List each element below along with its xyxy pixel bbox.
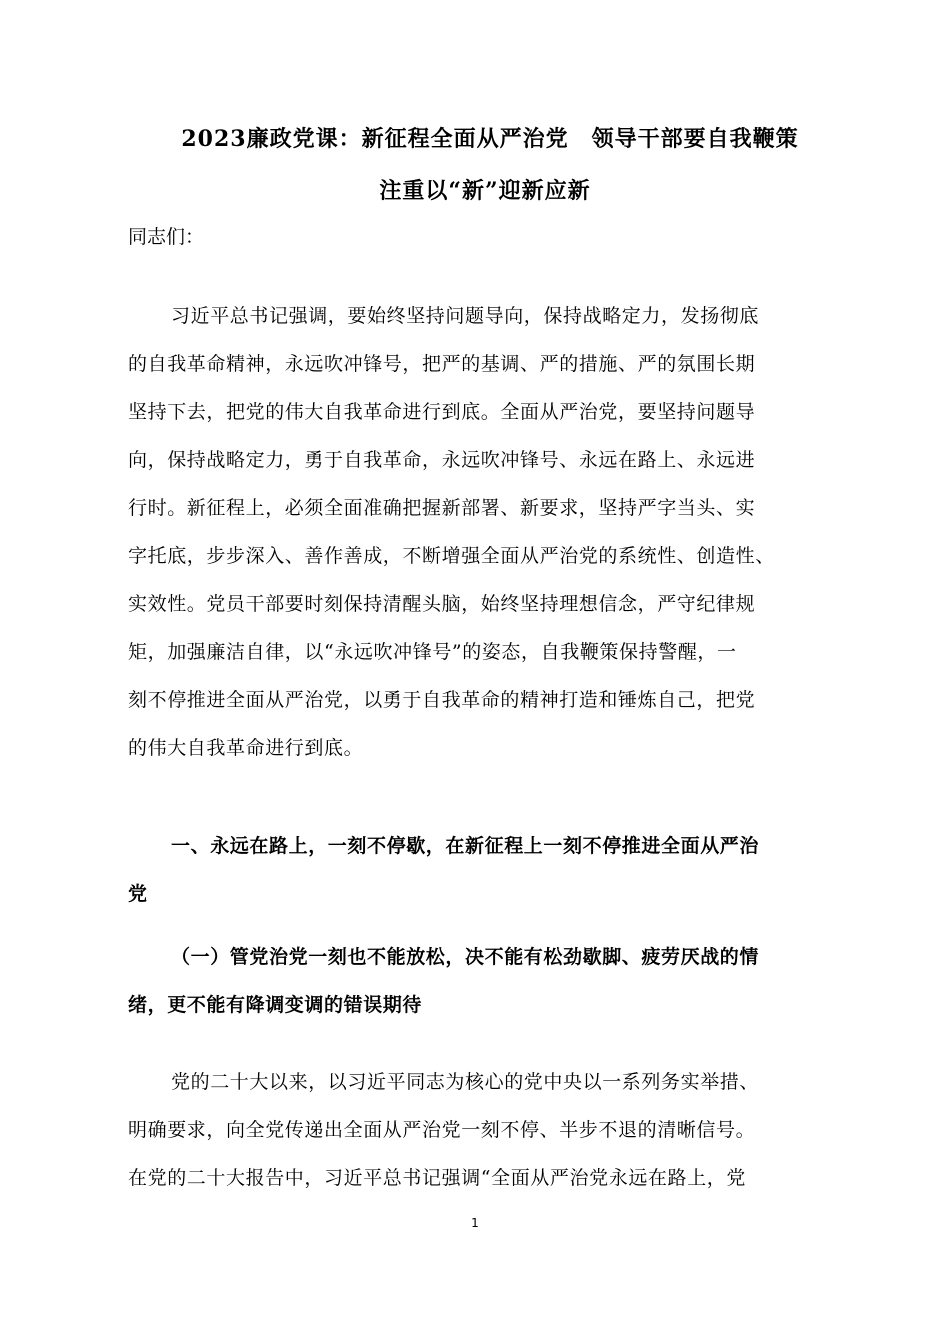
section-heading-1 — [128, 822, 848, 918]
paragraph-line: 向，保持战略定力，勇于自我革命，永远吹冲锋号、永远在路上、永远进 — [128, 449, 756, 471]
paragraph-1 — [128, 292, 848, 772]
document-title-line-2: 注重以“新”迎新应新 — [379, 178, 591, 204]
heading-line: 绪，更不能有降调变调的错误期待 — [128, 994, 423, 1016]
paragraph-line: 习近平总书记强调，要始终坚持问题导向，保持战略定力，发扬彻底 — [171, 305, 760, 327]
heading-line: （一）管党治党一刻也不能放松，决不能有松劲歇脚、疲劳厌战的情 — [171, 946, 760, 968]
paragraph-line: 的伟大自我革命进行到底。 — [128, 737, 364, 759]
paragraph-line: 明确要求，向全党传递出全面从严治党一刻不停、半步不退的清晰信号。 — [128, 1119, 756, 1141]
salutation: 同志们： — [128, 226, 205, 248]
paragraph-line: 行时。新征程上，必须全面准确把握新部署、新要求，坚持严字当头、实 — [128, 497, 756, 519]
paragraph-line: 刻不停推进全面从严治党，以勇于自我革命的精神打造和锤炼自己，把党 — [128, 689, 756, 711]
heading-line: 党 — [128, 883, 148, 905]
paragraph-line: 的自我革命精神，永远吹冲锋号，把严的基调、严的措施、严的氛围长期 — [128, 353, 756, 375]
paragraph-line: 在党的二十大报告中，习近平总书记强调“全面从严治党永远在路上，党 — [128, 1167, 746, 1189]
heading-line: 一、永远在路上，一刻不停歇，在新征程上一刻不停推进全面从严治 — [171, 835, 760, 857]
subsection-heading-1 — [128, 933, 848, 1029]
paragraph-line: 矩，加强廉洁自律，以“永远吹冲锋号”的姿态，自我鞭策保持警醒，一 — [128, 641, 737, 663]
paragraph-line: 党的二十大以来，以习近平同志为核心的党中央以一系列务实举措、 — [171, 1071, 760, 1093]
page-number: 1 — [471, 1216, 479, 1230]
paragraph-2 — [128, 1058, 848, 1202]
paragraph-line: 字托底，步步深入、善作善成，不断增强全面从严治党的系统性、创造性、 — [128, 545, 775, 567]
paragraph-line: 实效性。党员干部要时刻保持清醒头脑，始终坚持理想信念，严守纪律规 — [128, 593, 756, 615]
document-title-line-1: 2023廉政党课：新征程全面从严治党 领导干部要自我鞭策 — [181, 126, 799, 152]
paragraph-line: 坚持下去，把党的伟大自我革命进行到底。全面从严治党，要坚持问题导 — [128, 401, 756, 423]
